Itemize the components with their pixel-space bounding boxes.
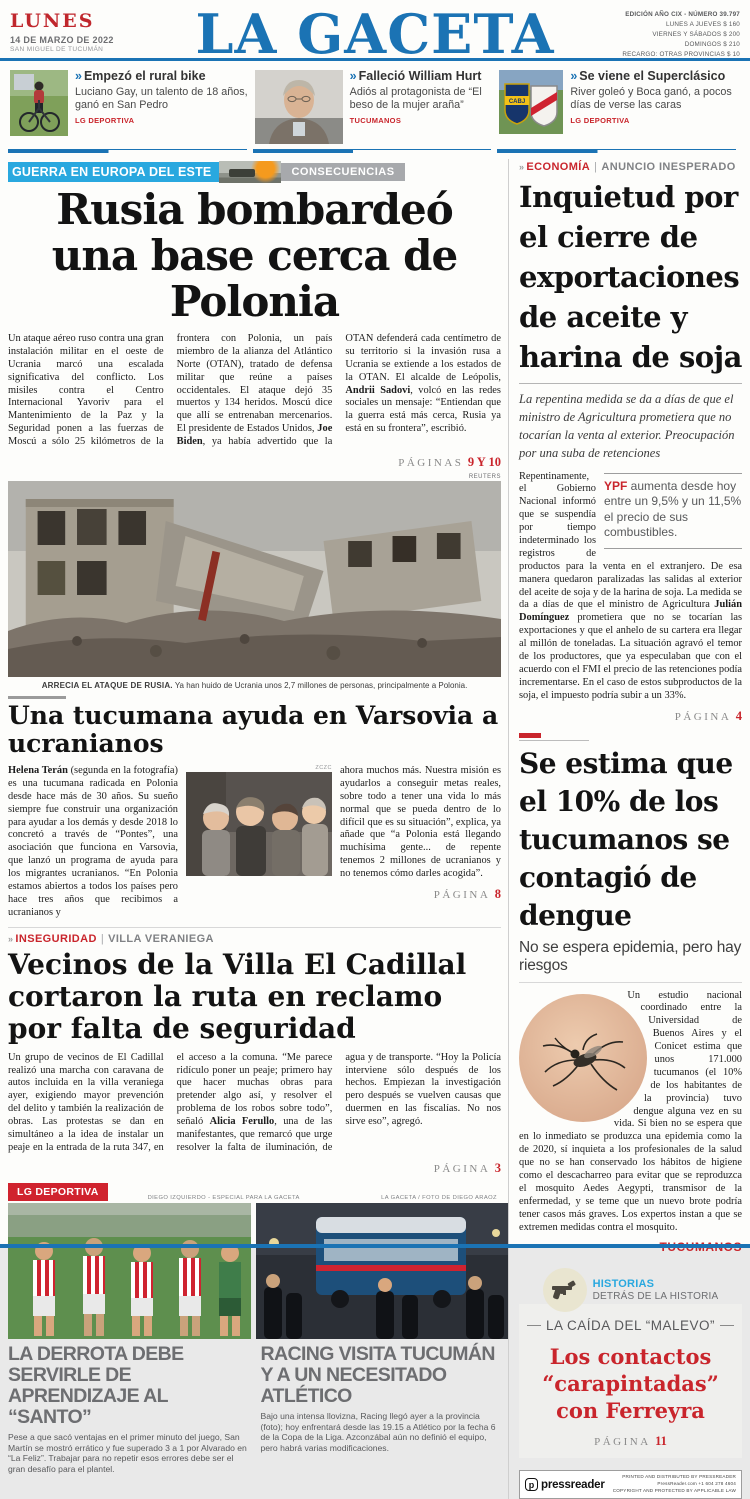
- historias-box[interactable]: [519, 1304, 742, 1458]
- sports-body: Pese a que sacó ventajas en el primer minuto del juego, San Martín se mostró errático y fue superado 3 a 1 por Alvarado en “La Feliz”. Trabajar para no repetir esos errores debe ser el gran desafío para el plantel.: [8, 1431, 247, 1475]
- warsaw-headline[interactable]: Una tucumana ayuda en Varsovia a ucranianos: [8, 701, 499, 759]
- sports-section-label[interactable]: LG DEPORTIVA: [8, 1183, 108, 1201]
- teaser-text: [350, 70, 494, 153]
- page-ref-number: 4: [735, 708, 742, 723]
- article-dengue: [519, 733, 742, 1255]
- ypf-text: aumenta desde hoy entre un 9,5% y un 11,5% el precio de sus combustibles.: [604, 478, 742, 540]
- war-kicker-sublabel: CONSECUENCIAS: [281, 163, 404, 181]
- cadillal-kicker-section: INSEGURIDAD: [15, 932, 97, 945]
- economy-kicker-section: ECONOMÍA: [526, 161, 591, 173]
- dengue-headline[interactable]: Se estima que el 10% de los tucumanos se contagió de dengue: [519, 746, 733, 932]
- cadillal-page-ref[interactable]: [8, 1159, 501, 1177]
- article-cadillal: [8, 933, 501, 1177]
- boca-river-badges-photo: [499, 70, 563, 134]
- page-ref-label: PÁGINA: [433, 889, 491, 902]
- cadillal-headline[interactable]: Vecinos de la Villa El Cadillal cortaron la ruta en reclamo por falta de seguridad: [8, 947, 467, 1045]
- volunteers-selfie-photo[interactable]: [186, 772, 332, 876]
- warsaw-body: [8, 765, 501, 920]
- economy-body: Repentinamente, el Gobierno Nacional informó que se suspendía por tiempo indeterminado los registros de productos para la venta en el extranjero. De esa manera quedaron paralizadas las salidas al exterior del aceite de soja y de la harina de soja. La medida se da a días de que el ministro de Agricultura Julián Domínguez prometiera que no se tocarían las exportaciones y que el anhelo de su cartera era llegar al millón de toneladas. La situación agravó el temor de los productores, que ya especulaban que con el acuerdo con el FMI el precio de las retenciones podía incrementarse. En el caso de estos subproductos de la soja, el impuesto podría subir a un 33%.: [519, 470, 742, 701]
- right-column: [508, 159, 742, 1499]
- section-tick: [8, 696, 66, 699]
- sports-stories: [8, 1344, 501, 1475]
- red-tick: [519, 733, 541, 738]
- economy-kicker: [519, 161, 742, 173]
- pressreader-line2: PressReader.com +1 604 278 4604: [657, 1481, 736, 1487]
- article-war: [8, 161, 501, 690]
- historias-series-title: LA CAÍDA DEL “MALEVO”: [527, 1318, 734, 1333]
- teaser-section-tag[interactable]: LG DEPORTIVA: [75, 116, 135, 126]
- weekday: LUNES: [10, 10, 95, 32]
- edition-info: [590, 6, 740, 60]
- chevron-right-icon: »: [349, 69, 357, 83]
- war-page-ref[interactable]: [8, 453, 501, 471]
- kicker-separator: |: [100, 932, 105, 945]
- dengue-subhead: No se espera epidemia, pero hay riesgos: [519, 939, 742, 983]
- left-photo-credit: DIEGO IZQUIERDO - ESPECIAL PARA LA GACETA: [147, 1194, 300, 1201]
- tick-line: [519, 740, 589, 741]
- teaser-strip: [0, 63, 750, 153]
- sports-photos: [8, 1203, 501, 1339]
- page-ref-number: 8: [494, 887, 501, 902]
- warsaw-page-ref[interactable]: [340, 885, 501, 903]
- historias-page-ref[interactable]: [527, 1432, 734, 1450]
- left-column: [8, 159, 508, 1499]
- sports-credits: [108, 1195, 501, 1201]
- tank-photo: [219, 161, 281, 183]
- teaser-rule: [497, 149, 736, 153]
- cyclist-photo: [10, 70, 68, 136]
- racing-bus-arrival-photo[interactable]: [256, 1203, 508, 1339]
- war-body: Un ataque aéreo ruso contra una gran instalación militar en el oeste de Ucrania marcó una escalada significativa del conflicto. Los misiles contra el Centro Internacional Yavoriv para el Mantenimiento de la Paz y la Seguridad ponen a las fuerzas de Moscú a sólo 25 kilómetros de la frontera con Polonia, un país miembro de la alianza del Atlántico Norte (OTAN), tratado de defensa militar que reúne a países occidentales. El ataque dejó 35 muertos y 134 heridos. Moscú dice que allí se entrenaban mercenarios. El presidente de Estados Unidos, Joe Biden, ya había advertido que la OTAN defenderá cada centímetro de su territorio si la invasión rusa a Ucrania se extiende a los estados de la OTAN. El alcalde de Leópolis, Andrii Sadovi, volcó en las redes sociales un mensaje: “Entiendan que la guerra está más cerca, Rusia ya está en su frontera”, escribió.: [8, 333, 501, 448]
- war-kicker: [8, 161, 501, 183]
- teaser-title[interactable]: » Empezó el rural bike: [75, 69, 206, 83]
- page-ref-label: PÁGINA: [674, 710, 732, 723]
- war-destruction-photo[interactable]: [8, 481, 501, 677]
- caption-rest: Ya han huido de Ucrania unos 2,7 millones de personas, principalmente a Polonia.: [172, 681, 468, 691]
- economy-kicker-topic: ANUNCIO INESPERADO: [601, 161, 736, 173]
- pressreader-logo-icon: p: [525, 1478, 538, 1491]
- teaser-text: [570, 70, 738, 153]
- page-ref-number: 11: [655, 1434, 667, 1449]
- kicker-separator: |: [594, 161, 598, 173]
- william-hurt-photo: [255, 70, 343, 144]
- teaser-superclasico[interactable]: [497, 67, 742, 153]
- teaser-rural-bike[interactable]: [8, 67, 253, 153]
- historias-headline[interactable]: Los contactos “carapintadas” con Ferreyra: [542, 1344, 719, 1424]
- newspaper-title: LA GACETA: [195, 2, 555, 66]
- economy-headline[interactable]: Inquietud por el cierre de exportaciones de aceite y harina de soja: [519, 180, 742, 374]
- pressreader-bar: [519, 1470, 742, 1499]
- page-bottom-rule: [0, 1244, 750, 1248]
- chevron-right-icon: »: [75, 69, 82, 83]
- bullet-icon: »: [8, 933, 14, 944]
- page-ref-label: PÁGINA: [433, 1162, 491, 1175]
- teaser-desc: River goleó y Boca ganó, a pocos días de verse las caras: [570, 85, 732, 111]
- warsaw-photo-block: [186, 765, 332, 920]
- teaser-desc: Adiós al protagonista de “El beso de la mujer araña”: [349, 85, 482, 111]
- page-ref-label: PÁGINAS: [398, 457, 464, 470]
- main-content: [0, 153, 750, 1499]
- economy-page-ref[interactable]: [519, 707, 742, 725]
- warsaw-body-right: [340, 765, 501, 920]
- pressreader-info: [613, 1474, 736, 1495]
- price-weekdays: LUNES A JUEVES $ 160: [665, 21, 740, 29]
- historias-label: HISTORIAS: [592, 1278, 655, 1291]
- teaser-william-hurt[interactable]: [253, 67, 498, 153]
- sports-body: Bajo una intensa llovizna, Racing llegó ayer a la provincia (foto); hoy enfrentará desde las 19.15 a Atlético por la fecha 6 de la Copa de la Liga. Azconzábal aún no definió el equipo, pero habrá varias modificaciones.: [260, 1410, 496, 1454]
- price-surcharge: RECARGO: OTRAS PROVINCIAS $ 10: [622, 51, 740, 59]
- article-economy: [519, 161, 742, 725]
- teaser-desc: Luciano Gay, un talento de 18 años, ganó en San Pedro: [75, 85, 248, 111]
- ypf-highlight-box[interactable]: [604, 473, 742, 549]
- economy-subhead: La repentina medida se da a días de que el ministro de Agricultura prometiera que no tocarían la venta al exterior. Preocupación por una suba de retenciones: [519, 383, 742, 463]
- teaser-section-tag[interactable]: LG DEPORTIVA: [570, 116, 630, 126]
- edition-number: EDICIÓN AÑO CIX - NÚMERO 39.797: [625, 11, 740, 18]
- sports-story-san-martin[interactable]: [8, 1344, 249, 1475]
- cadillal-kicker-topic: VILLA VERANIEGA: [108, 932, 214, 945]
- warsaw-body-left: Helena Terán (segunda en la fotografía) es una tucumana radicada en Polonia desde hace más de 30 años. Su sueño siempre fue construir una organización para ayudar a los demás y desde 2018 lo concretó a través de “Pontes”, una asociación que funciona en Varsovia, que lanzó un programa de ayuda para los migrantes ucranianos. “En Polonia estamos abiertos a todos los países pero hace tres años que recibimos a ucranianos y: [8, 765, 178, 918]
- sports-headline[interactable]: RACING VISITA TUCUMÁN Y A UN NECESITADO ATLÉTICO: [260, 1342, 495, 1407]
- pressreader-name: pressreader: [541, 1478, 605, 1491]
- sports-section: [8, 1183, 501, 1475]
- warsaw-right-text: ahora muchos más. Nuestra misión es ayudarlos a conseguir metas reales, sobre todo a tener una vida lo más normal que se pueda dentro de lo difícil que es su situación”, explica, ya añade que “a Polonia está llegando muchísima gente... de repente tenemos 2 millones de ucranianos y no tenemos cómo darles acogida”.: [340, 765, 501, 880]
- revolver-icon: [543, 1268, 587, 1312]
- pressreader-line1: PRINTED AND DISTRIBUTED BY PRESSREADER: [622, 1474, 736, 1480]
- page-ref-number: 3: [494, 1160, 501, 1175]
- price-fri-sat: VIERNES Y SÁBADOS $ 200: [652, 31, 740, 39]
- cadillal-body: Un grupo de vecinos de El Cadillal realizó una marcha con caravana de autos incluida en la villa veraniega ayer, exigiendo mayor prevención del delito y también la realización de obras. Las protestas se dan en simultáneo a la idea de instalar un peaje en la entrada de la ruta 347, en el acceso a la comuna. “Me parece ridículo poner un peaje; primero hay que hacer muchas obras para pretender algo así, y resolver el problema de los robos sobre todo”, señaló Alicia Ferullo, una de las manifestantes, que remarcó que urge resolver la falta de iluminación, de agua y de transporte. “Hoy la Policía interviene sólo después de los hechos. Empiezan la investigación pero después se vuelven causas que duermen en las fiscalías. No nos sirve eso”, agregó.: [8, 1051, 501, 1153]
- pressreader-logo[interactable]: [525, 1478, 605, 1491]
- teaser-text: [75, 70, 249, 153]
- warsaw-photo-credit: ZCZC: [315, 765, 332, 772]
- masthead: [0, 0, 750, 66]
- teaser-rule: [253, 149, 492, 153]
- sports-story-racing[interactable]: [261, 1344, 502, 1475]
- san-martin-players-photo[interactable]: [8, 1203, 251, 1339]
- divider: [8, 927, 501, 928]
- date: 14 DE MARZO DE 2022: [10, 35, 114, 45]
- sports-headline[interactable]: LA DERROTA DEBE SERVIRLE DE APRENDIZAJE AL “SANTO”: [8, 1342, 184, 1428]
- mosquito-photo[interactable]: [519, 994, 647, 1122]
- war-photo-credit: REUTERS: [468, 474, 501, 481]
- page-ref-label: PÁGINA: [594, 1436, 651, 1449]
- teaser-rule: [8, 149, 247, 153]
- teaser-title[interactable]: » Falleció William Hurt: [349, 69, 482, 83]
- dengue-body-wrap: [519, 990, 742, 1255]
- article-warsaw: [8, 696, 501, 920]
- pressreader-line3: COPYRIGHT AND PROTECTED BY APPLICABLE LAW: [612, 1488, 736, 1494]
- war-headline[interactable]: Rusia bombardeó una base cerca de Polonia: [51, 185, 458, 326]
- caption-lead: ARRECIA EL ATAQUE DE RUSIA.: [41, 681, 173, 691]
- page-ref-number: 9 Y 10: [467, 455, 501, 470]
- historias-section[interactable]: [519, 1268, 742, 1458]
- war-photo-caption: [8, 681, 501, 690]
- chevron-right-icon: »: [570, 69, 578, 83]
- sports-header: [8, 1183, 501, 1201]
- bullet-icon: »: [519, 162, 525, 172]
- historias-brand-text: [593, 1278, 719, 1302]
- city: SAN MIGUEL DE TUCUMÁN: [10, 46, 104, 53]
- economy-body-wrap: [519, 471, 742, 703]
- cadillal-kicker: [8, 933, 501, 945]
- historias-sublabel: DETRÁS DE LA HISTORIA: [592, 1291, 719, 1303]
- price-sunday: DOMINGOS $ 210: [684, 41, 740, 49]
- svg-text:CABJ: CABJ: [509, 99, 526, 105]
- teaser-title[interactable]: » Se viene el Superclásico: [570, 69, 726, 83]
- ypf-label: YPF: [604, 478, 628, 493]
- teaser-section-tag[interactable]: TUCUMANOS: [349, 116, 402, 126]
- right-photo-credit: LA GACETA / FOTO DE DIEGO ARAOZ: [381, 1194, 497, 1201]
- war-kicker-label: GUERRA EN EUROPA DEL ESTE: [8, 162, 219, 182]
- masthead-date-block: [10, 6, 160, 53]
- dengue-body: Un estudio nacional coordinado entre la Universidad de Buenos Aires y el Conicet estima que unos 171.000 tucumanos (el 10% de los habitantes de la provincia) tuvo dengue alguna vez en su vida. Si bien no se espera que en lo inmediato se produzca una epidemia como la de 2020, sí inquieta a los profesionales de la salud que no se han conservado los hábitos de higiene como el descacharreo para evitar que se reproduzca el mosquito Aedes Aegypti, transmisor de la enfermedad, y se teme que un nuevo brote podría tener casos más graves. Los expertos instan a que se extremen medidas contra el mosquito.: [519, 989, 742, 1233]
